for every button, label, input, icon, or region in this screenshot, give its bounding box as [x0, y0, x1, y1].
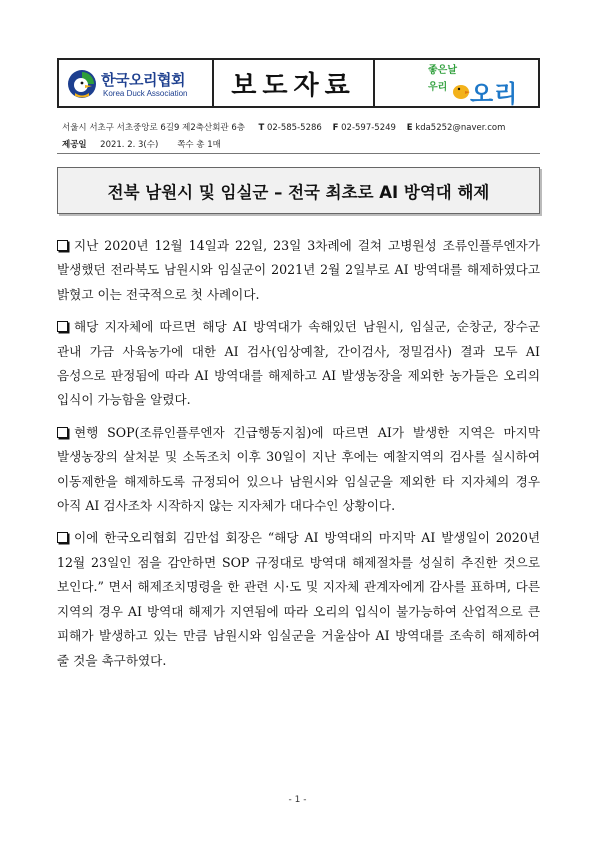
headline: 전북 남원시 및 임실군 – 전국 최초로 AI 방역대 해제 [107, 182, 490, 202]
duck-logo-icon [67, 69, 97, 99]
page-number: - 1 - [288, 795, 307, 805]
contact-info [62, 121, 505, 133]
paragraph [57, 234, 540, 307]
slogan-line-2: 우리 [428, 82, 448, 93]
checkbox-bullet-icon [57, 321, 68, 332]
headline-box [57, 167, 540, 214]
org-name-english: Korea Duck Association [103, 89, 188, 98]
checkbox-bullet-icon [57, 532, 68, 543]
paragraph [57, 315, 540, 413]
release-date: 2021. 2. 3(수) [100, 140, 159, 150]
address: 서울시 서초구 서초중앙로 6길9 제2축산회관 6층 [62, 123, 245, 133]
paragraph [57, 421, 540, 519]
slogan-logo [375, 60, 538, 106]
tel-label: T [258, 123, 265, 133]
fax-label: F [332, 123, 339, 133]
slogan-big-text: 오리 [470, 80, 519, 108]
press-release-title: 보도자료 [231, 70, 356, 101]
paragraph-text: 지난 2020년 12월 14일과 22일, 23일 3차례에 걸쳐 고병원성 조류인플루엔자가 발생했던 전라북도 남원시와 임실군이 2021년 2월 2일부로 AI 방역대를 해제하였다고 밝혔고 이는 전국적으로 첫 사례이다. [57, 238, 540, 302]
fax-number: 02-597-5249 [341, 123, 396, 133]
checkbox-bullet-icon [57, 240, 68, 251]
paragraph-text: 현행 SOP(조류인플루엔자 긴급행동지침)에 따르면 AI가 발생한 지역은 마지막 발생농장의 살처분 및 소독조치 이후 30일이 지난 후에는 예찰지역의 검사를 실시하여 이동제한을 해제하도록 규정되어 있으나 남원시와 임실군을 제외한 타 지자체의 경우 아직 AI 검사조차 시작하지 않는 지자체가 대다수인 상황이다. [57, 424, 540, 514]
email-address: kda5252@naver.com [415, 123, 506, 133]
divider [57, 153, 540, 154]
dateline [62, 138, 221, 150]
duck-mascot-icon [451, 80, 471, 100]
press-header [57, 58, 540, 108]
org-logo [59, 60, 212, 106]
org-name: 한국오리협회 [101, 71, 185, 89]
paragraph [57, 526, 540, 672]
slogan-line-1: 좋은날 [428, 65, 457, 76]
checkbox-bullet-icon [57, 427, 68, 438]
paragraph-text: 해당 지자체에 따르면 해당 AI 방역대가 속해있던 남원시, 임실군, 순창군, 장수군 관내 가금 사육농가에 대한 AI 검사(임상예찰, 간이검사, 정밀검사) 결과 모두 AI 음성으로 판정됨에 따라 AI 방역대를 해제하고 AI 발생농장을 제외한 농가들은 오리의 입식이 가능함을 알렸다. [57, 319, 540, 408]
paragraph-text: 이에 한국오리협회 김만섭 회장은 “해당 AI 방역대의 마지막 AI 발생일이 2020년 12월 23일인 점을 감안하면 SOP 규정대로 방역대 해제절차를 성실히 추진한 것으로 보인다.” 면서 해제조치명령을 한 관련 시·도 및 지자체 관계자에게 감사를 표하며, 다른 지역의 경우 AI 방역대 해제가 지연됨에 따라 오리의 입식이 불가능하여 산업적으로 큰 피해가 발생하고 있는 만큼 남원시와 임실군을 거울삼아 AI 방역대를 조속히 해제하여 줄 것을 촉구하였다. [57, 530, 540, 668]
page-count: 쪽수 총 1매 [177, 140, 221, 150]
article-body [57, 234, 540, 681]
date-label: 제공일 [62, 140, 87, 150]
email-label: E [406, 123, 413, 133]
tel-number: 02-585-5286 [266, 123, 322, 133]
